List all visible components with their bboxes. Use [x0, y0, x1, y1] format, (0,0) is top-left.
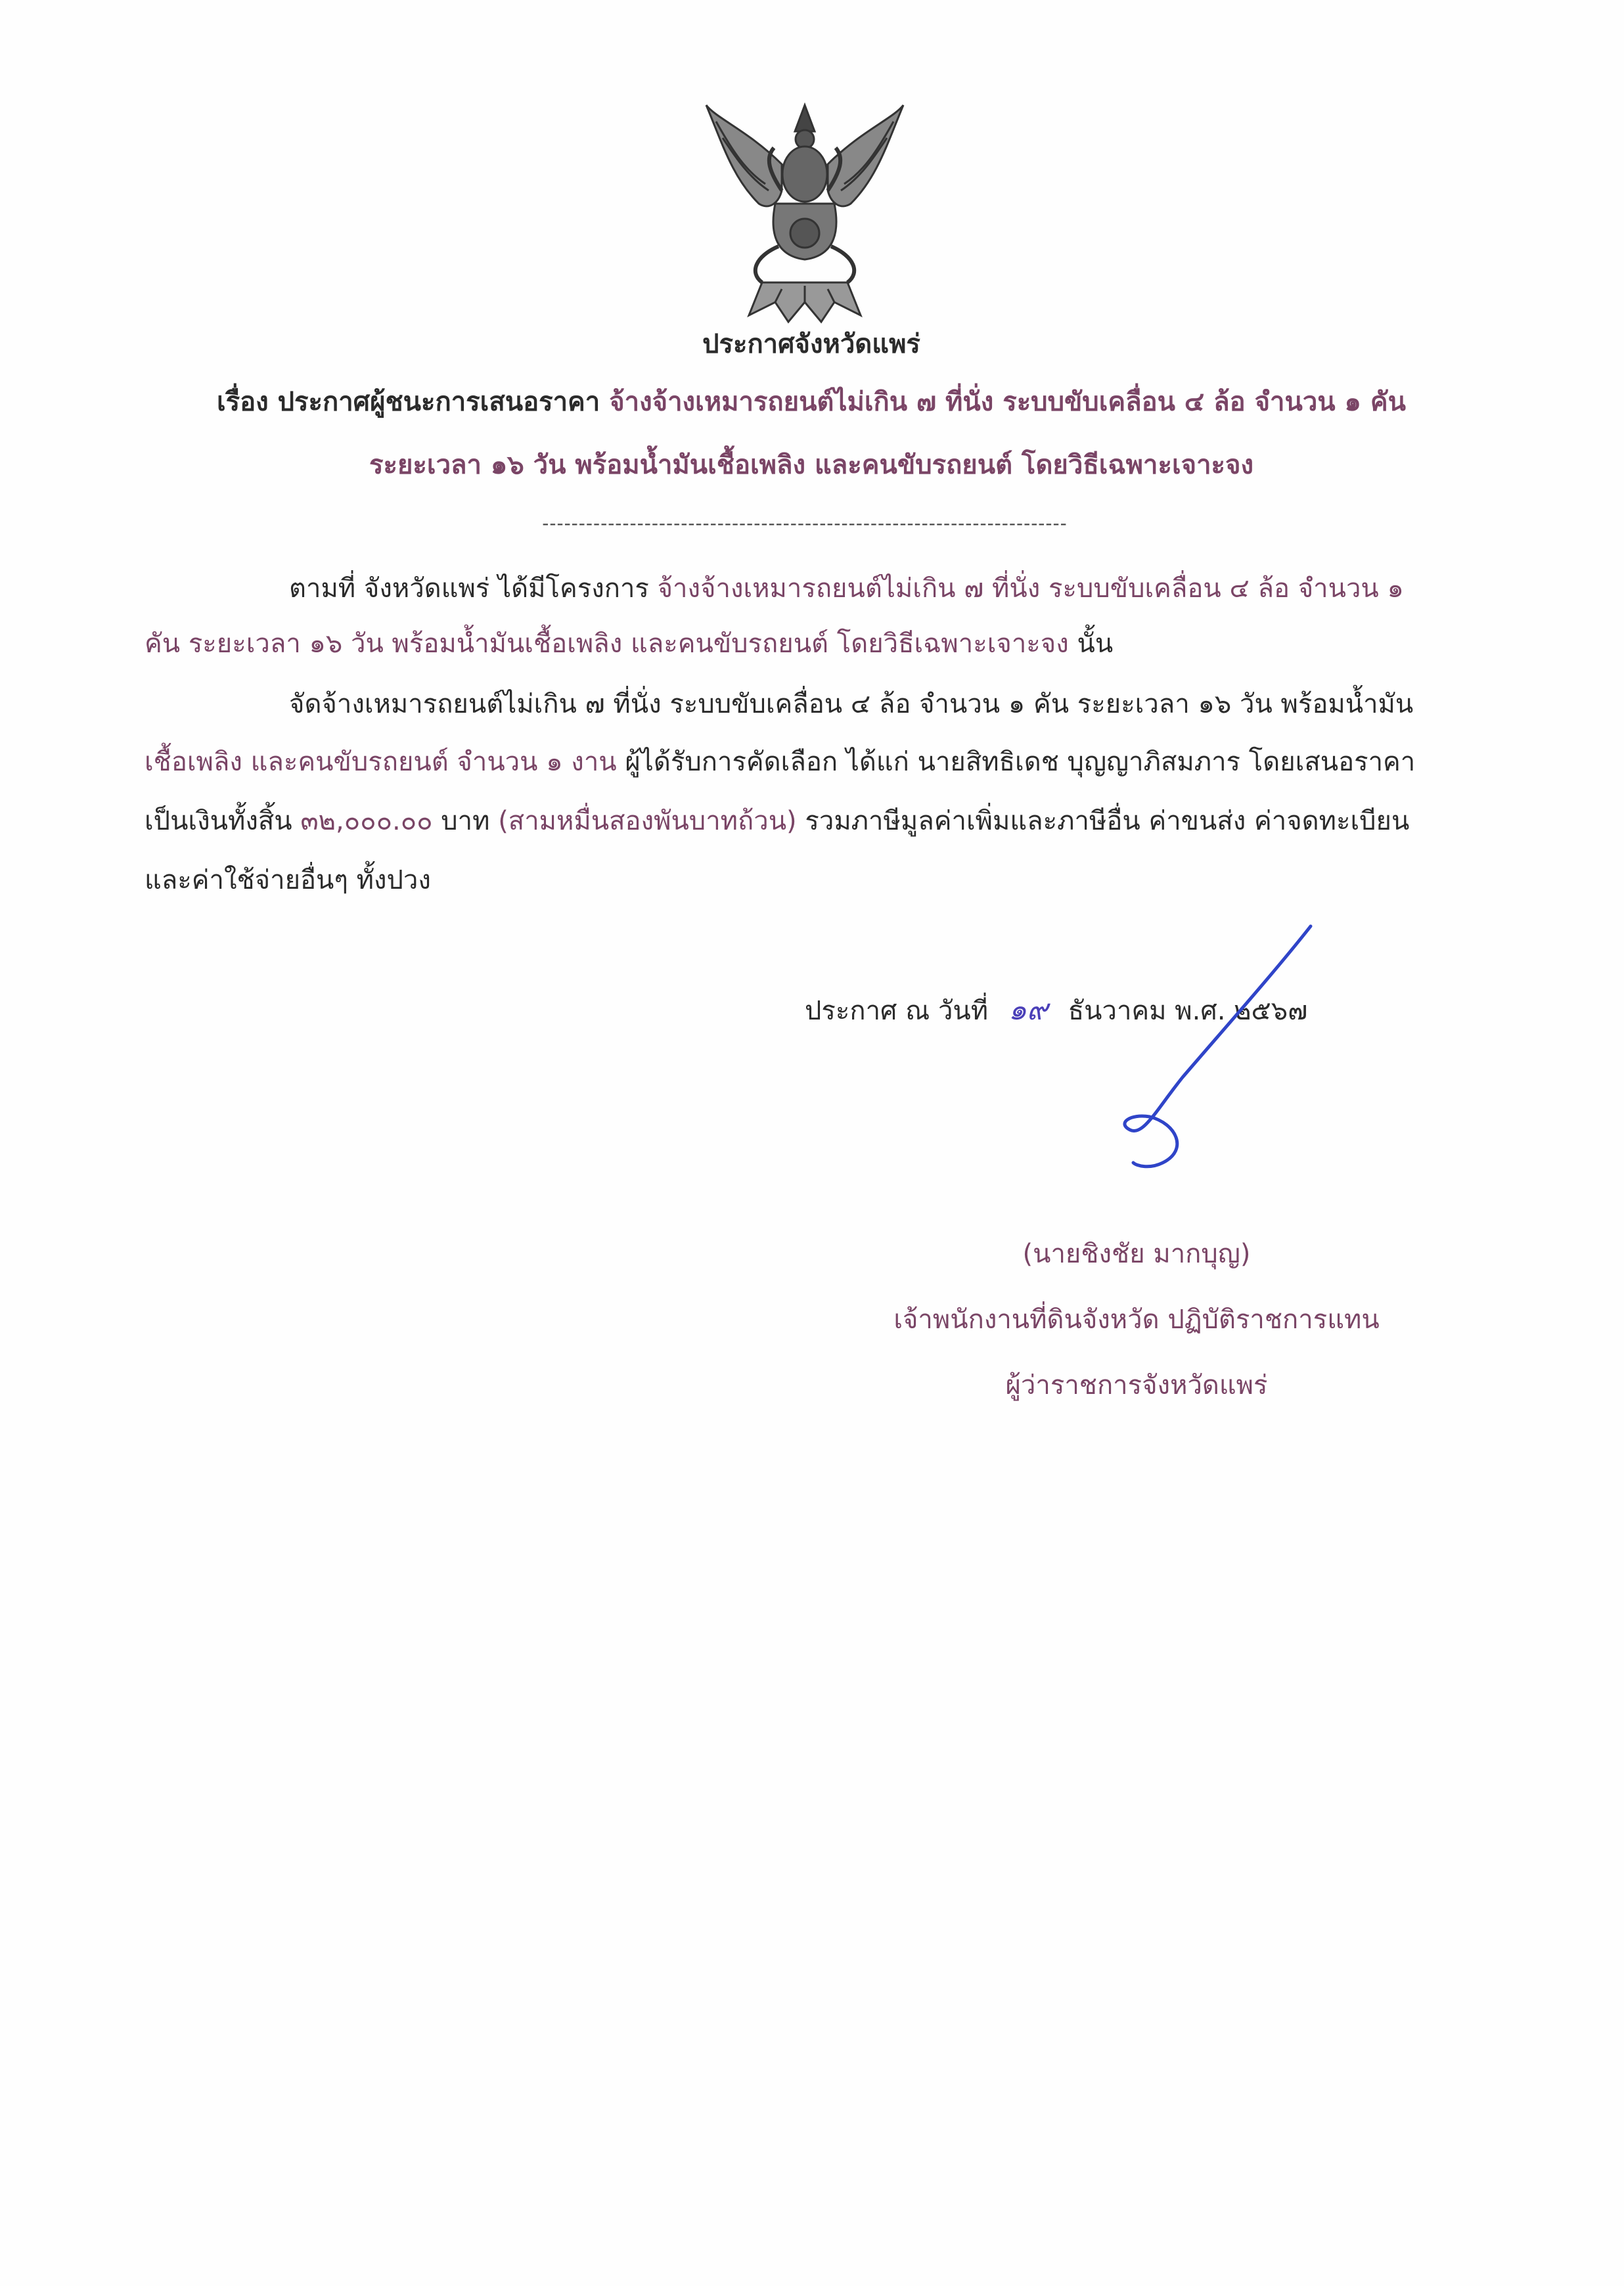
p5-prefix: เป็นเงินทั้งสิ้น	[145, 806, 301, 836]
p1-intro: ตามที่ จังหวัดแพร่ ได้มีโครงการ	[289, 573, 649, 604]
document-title: ประกาศจังหวัดแพร่	[702, 329, 920, 359]
p1-project: จ้างจ้างเหมารถยนต์ไม่เกิน ๗ ที่นั่ง ระบบขับเคลื่อน ๔ ล้อ จำนวน ๑	[657, 573, 1404, 604]
date-day: ๑๙	[1008, 993, 1049, 1027]
signatory-position-1: เจ้าพนักงานที่ดินจังหวัด ปฏิบัติราชการแทน	[893, 1305, 1380, 1335]
paragraph-1-line-1	[289, 573, 1623, 604]
paragraph-2-line-2	[145, 746, 1478, 778]
date-month-year: ธันวาคม พ.ศ. ๒๕๖๗	[1068, 996, 1308, 1026]
price-in-words: (สามหมื่นสองพันบาทถ้วน)	[498, 806, 797, 836]
p2-end: นั้น	[1068, 629, 1114, 659]
paragraph-2-line-4: และค่าใช้จ่ายอื่นๆ ทั้งปวง	[145, 865, 431, 895]
paragraph-2-line-1: จัดจ้างเหมารถยนต์ไม่เกิน ๗ ที่นั่ง ระบบขับเคลื่อน ๔ ล้อ จำนวน ๑ คัน ระยะเวลา ๑๖ วัน พร้อมน้ำมัน	[289, 689, 1414, 719]
subject-line-2: ระยะเวลา ๑๖ วัน พร้อมน้ำมันเชื้อเพลิง และคนขับรถยนต์ โดยวิธีเฉพาะเจาะจง	[369, 450, 1253, 480]
paragraph-2-line-3	[145, 805, 1478, 837]
paragraph-1-line-2	[145, 628, 1478, 660]
p2-project: คัน ระยะเวลา ๑๖ วัน พร้อมน้ำมันเชื้อเพลิง และคนขับรถยนต์ โดยวิธีเฉพาะเจาะจง	[145, 629, 1069, 659]
subject-prefix: เรื่อง ประกาศผู้ชนะการเสนอราคา	[217, 387, 600, 417]
signatory-position-2: ผู้ว่าราชการจังหวัดแพร่	[1005, 1370, 1268, 1401]
p5-baht: บาท	[432, 806, 499, 836]
p4-winner: ผู้ได้รับการคัดเลือก ได้แก่ นายสิทธิเดช บุญญาภิสมภาร โดยเสนอราคา	[616, 747, 1416, 777]
p5-suffix: รวมภาษีมูลค่าเพิ่มและภาษีอื่น ค่าขนส่ง ค่าจดทะเบียน	[796, 806, 1410, 836]
separator-line: ------------------------------------------------------------------------	[542, 512, 1068, 534]
signature-icon	[1091, 920, 1340, 1182]
subject-line-1	[118, 386, 1504, 418]
date-prefix: ประกาศ ณ วันที่	[805, 996, 989, 1026]
signatory-name: (นายชิงชัย มากบุญ)	[1022, 1239, 1251, 1269]
subject-text-1: จ้างจ้างเหมารถยนต์ไม่เกิน ๗ ที่นั่ง ระบบขับเคลื่อน ๔ ล้อ จำนวน ๑ คัน	[609, 387, 1406, 417]
price-amount: ๓๒,๐๐๐.๐๐	[300, 806, 433, 836]
garuda-emblem-icon	[696, 92, 913, 328]
p4-work: เชื้อเพลิง และคนขับรถยนต์ จำนวน ๑ งาน	[145, 747, 617, 777]
